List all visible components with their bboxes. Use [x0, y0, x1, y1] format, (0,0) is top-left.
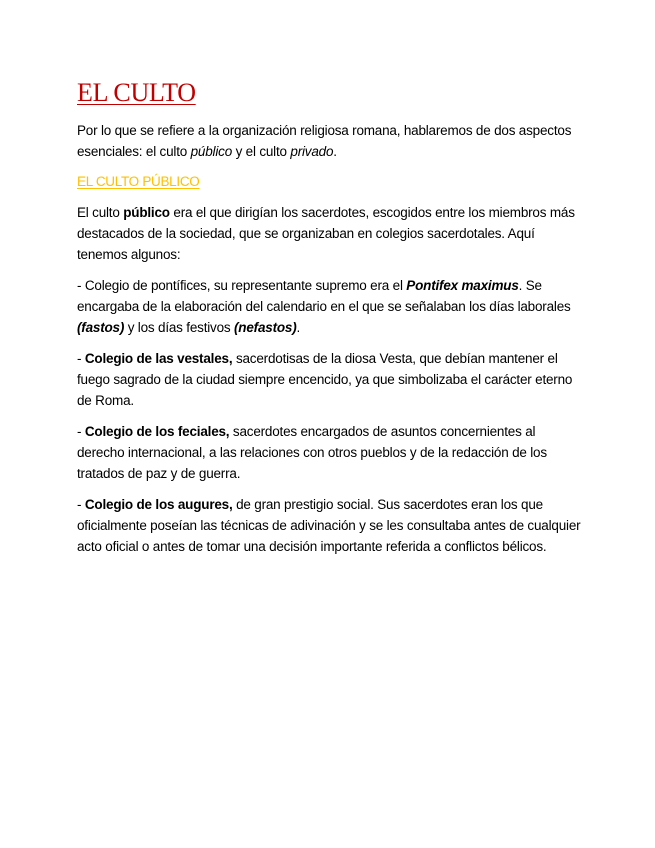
document-page [77, 78, 582, 567]
culto-publico-text-2: era el que dirigían los sacerdotes, escogidos entre los miembros más destacados de la sociedad, que se organizaban en colegios sacerdotales. Aquí tenemos algunos: [77, 205, 575, 262]
vestales-dash: - [77, 351, 85, 366]
augures-text: de gran prestigio social. Sus sacerdotes eran los que oficialmente poseían las técnicas de adivinación y se les consultaba antes de cualquier acto oficial o antes de tomar una decisión importante referida a conflictos bélicos. [77, 497, 581, 554]
intro-publico: público [190, 144, 233, 159]
feciales-paragraph [77, 421, 582, 484]
pontifices-text-4: . [296, 320, 301, 335]
pontifices-text-3: y los días festivos [124, 320, 235, 335]
vestales-text: sacerdotisas de la diosa Vesta, que debían mantener el fuego sagrado de la ciudad siempre encencido, ya que simbolizaba el carácter eterno de Roma. [77, 351, 573, 408]
pontifices-text-2: . Se encargaba de la elaboración del calendario en el que se señalaban los días laborales [77, 278, 571, 314]
pontifices-paragraph [77, 275, 582, 338]
feciales-dash: - [77, 424, 85, 439]
intro-text-2: y el culto [232, 144, 291, 159]
culto-publico-bold: público [123, 205, 170, 220]
nefastos-term: (nefastos) [234, 320, 297, 335]
intro-paragraph [77, 120, 582, 162]
feciales-heading: Colegio de los feciales, [84, 424, 230, 439]
section-heading-culto-publico: EL CULTO PÚBLICO [77, 174, 200, 189]
document-title: EL CULTO [77, 78, 196, 107]
augures-paragraph [77, 494, 582, 557]
fastos-term: (fastos) [77, 320, 125, 335]
culto-publico-paragraph [77, 202, 582, 265]
culto-publico-text-1: El culto [77, 205, 124, 220]
pontifices-text-1: - Colegio de pontífices, su representante supremo era el [77, 278, 407, 293]
augures-dash: - [77, 497, 85, 512]
vestales-heading: Colegio de las vestales, [84, 351, 233, 366]
intro-privado: privado [290, 144, 334, 159]
intro-text-3: . [333, 144, 337, 159]
pontifex-maximus: Pontifex maximus [406, 278, 519, 293]
feciales-text: sacerdotes encargados de asuntos concernientes al derecho internacional, a las relaciones con otros pueblos y de la redacción de los tratados de paz y de guerra. [77, 424, 547, 481]
vestales-paragraph [77, 348, 582, 411]
intro-text-1: Por lo que se refiere a la organización religiosa romana, hablaremos de dos aspectos esenciales: el culto [77, 123, 572, 159]
augures-heading: Colegio de los augures, [84, 497, 233, 512]
